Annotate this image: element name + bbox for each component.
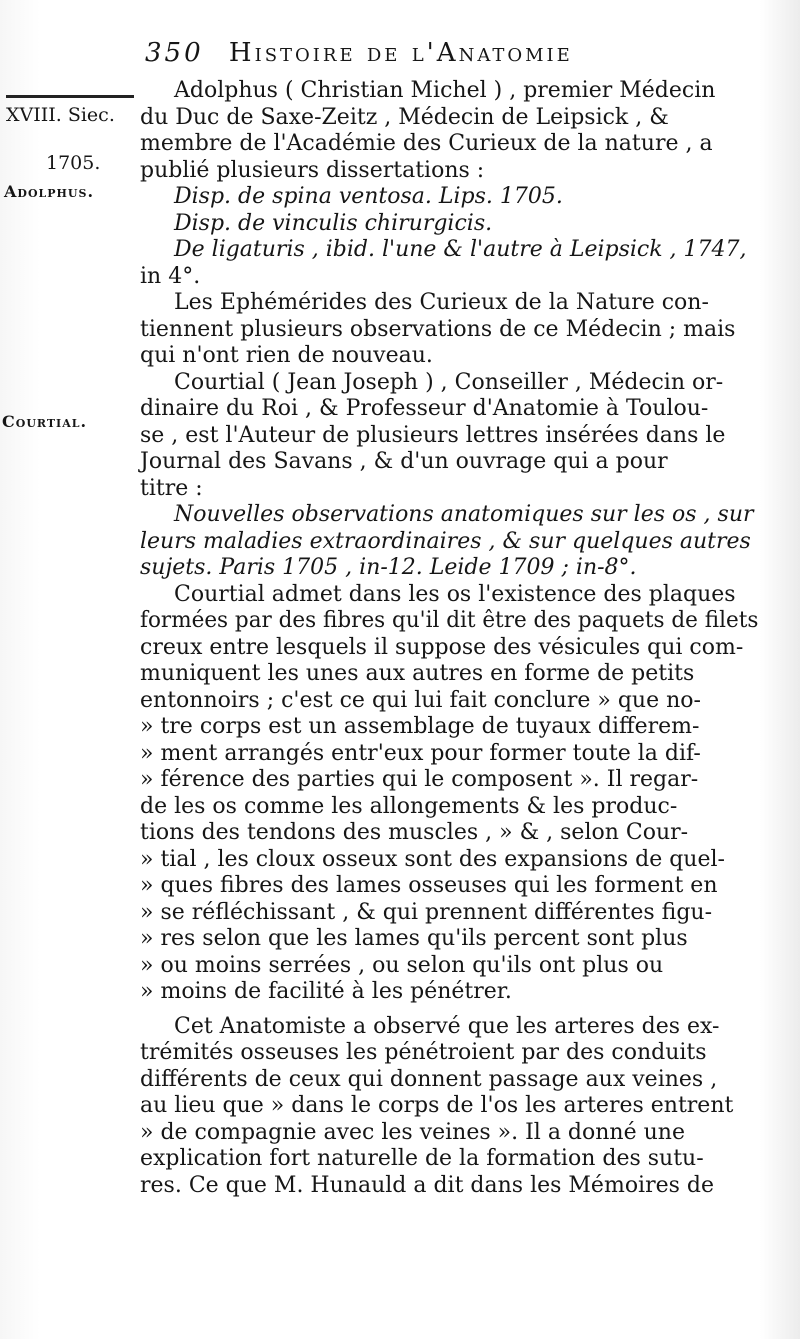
text-line: tions des tendons des muscles , » & , selon Cour-: [140, 820, 689, 845]
text-line: » ment arrangés entr'eux pour former toute la dif-: [140, 740, 701, 766]
works-list-adolphus: [140, 184, 758, 290]
text-line: Les Ephémérides des Curieux de la Nature con-: [174, 290, 709, 315]
text-line: » tial , les cloux osseux sont des expansions de quel-: [140, 846, 725, 872]
text-line: » se réfléchissant , & qui prennent différentes figu-: [140, 899, 713, 925]
work-title: in 4°.: [140, 263, 201, 289]
work-title: Disp. de spina ventosa. Lips. 1705.: [174, 184, 563, 209]
paragraph-ephemerides: [140, 290, 758, 370]
paragraph-arteries: [140, 1014, 758, 1200]
text-line: au lieu que » dans le corps de l'os les arteres entrent: [140, 1093, 734, 1118]
text-line: Courtial ( Jean Joseph ) , Conseiller , Médecin or-: [174, 369, 724, 395]
text-line: entonnoirs ; c'est ce qui lui fait conclure » que no-: [140, 687, 701, 713]
text-line: se , est l'Auteur de plusieurs lettres insérées dans le: [140, 422, 726, 448]
text-line: titre :: [140, 475, 203, 501]
text-line: » moins de facilité à les pénétrer.: [140, 979, 512, 1004]
text-line: Cet Anatomiste a observé que les arteres des ex-: [174, 1013, 720, 1039]
text-line: membre de l'Académie des Curieux de la nature , a: [140, 131, 713, 156]
text-line: » de compagnie avec les veines ». Il a donné une: [140, 1119, 685, 1145]
text-line: différents de ceux qui donnent passage aux veines ,: [140, 1066, 718, 1092]
text-line: Courtial admet dans les os l'existence des plaques: [174, 581, 736, 607]
page-number: 350: [145, 38, 204, 68]
text-line: creux entre lesquels il suppose des vésicules qui com-: [140, 634, 744, 660]
paragraph-courtial-bones: [140, 582, 758, 1006]
work-title: sujets. Paris 1705 , in-12. Leide 1709 ; in-8°.: [140, 555, 637, 580]
work-title: Nouvelles observations anatomiques sur les os , sur: [174, 502, 754, 527]
text-line: » ou moins serrées , ou selon qu'ils ont plus ou: [140, 952, 664, 978]
text-line: formées par des fibres qu'il dit être des paquets de filets: [140, 608, 759, 633]
work-title: Disp. de vinculis chirurgicis.: [174, 210, 493, 236]
margin-year: 1705.: [46, 152, 101, 174]
margin-name-adolphus: Adolphus.: [4, 182, 95, 201]
text-line: » res selon que les lames qu'ils percent sont plus: [140, 926, 688, 951]
text-line: Journal des Savans , & d'un ouvrage qui a pour: [140, 449, 668, 474]
text-line: » ques fibres des lames osseuses qui les forment en: [140, 873, 718, 898]
text-line: Adolphus ( Christian Michel ) , premier Médecin: [174, 78, 716, 103]
text-line: dinaire du Roi , & Professeur d'Anatomie à Toulou-: [140, 396, 709, 421]
work-courtial: [140, 502, 758, 582]
text-line: publié plusieurs dissertations :: [140, 157, 485, 183]
text-line: qui n'ont rien de nouveau.: [140, 343, 433, 368]
margin-name-courtial: Courtial.: [2, 412, 88, 431]
running-title: Histoire de l'Anatomie: [228, 38, 573, 68]
text-line: du Duc de Saxe-Zeitz , Médecin de Leipsick , &: [140, 104, 669, 130]
text-line: explication fort naturelle de la formation des sutu-: [140, 1146, 704, 1171]
text-line: muniquent les unes aux autres en forme de petits: [140, 661, 695, 686]
text-line: res. Ce que M. Hunauld a dit dans les Mémoires de: [140, 1172, 715, 1198]
text-line: » tre corps est un assemblage de tuyaux differem-: [140, 714, 700, 739]
paragraph-adolphus: [140, 78, 758, 184]
margin-century: XVIII. Siec.: [6, 104, 115, 126]
work-title: De ligaturis , ibid. l'une & l'autre à Leipsick , 1747,: [174, 237, 747, 262]
paragraph-courtial: [140, 370, 758, 503]
text-line: tiennent plusieurs observations de ce Médecin ; mais: [140, 316, 736, 342]
body-text: [140, 78, 758, 1199]
running-head: [145, 38, 765, 72]
text-line: de les os comme les allongements & les produc-: [140, 793, 678, 819]
text-line: » férence des parties qui le composent ». Il regar-: [140, 767, 699, 792]
margin-rule: [6, 95, 134, 98]
text-line: trémités osseuses les pénétroient par des conduits: [140, 1040, 707, 1065]
work-title: leurs maladies extraordinaires , & sur quelques autres: [140, 528, 751, 554]
